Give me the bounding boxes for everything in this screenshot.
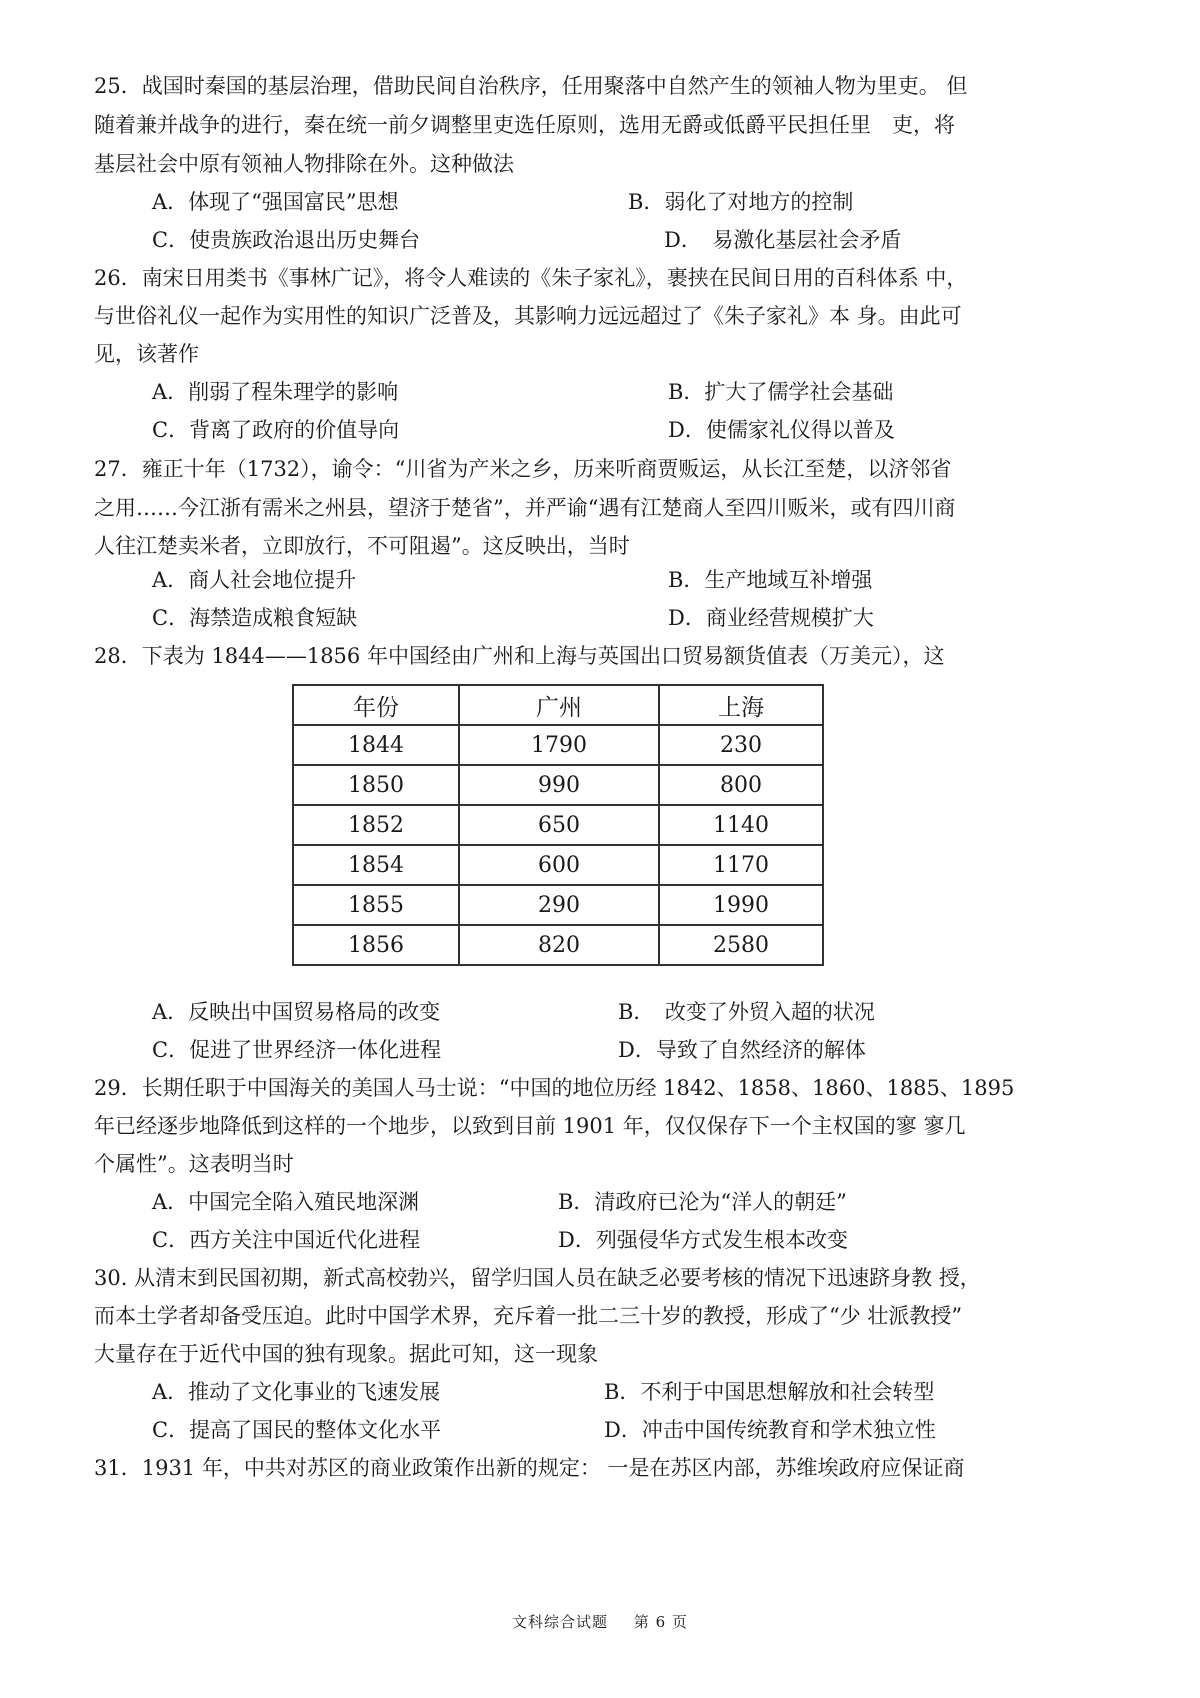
q25-option-c: C．使贵族政治退出历史舞台 bbox=[152, 228, 421, 252]
cell-year: 1855 bbox=[293, 885, 459, 925]
table-row bbox=[293, 925, 823, 965]
footer-page-number: 第 6 页 bbox=[633, 1613, 688, 1631]
trade-table-container bbox=[292, 684, 822, 966]
header-year: 年份 bbox=[293, 685, 459, 725]
q27-stem-line-2: 之用……今江浙有需米之州县，望济于楚省”，并严谕“遇有江楚商人至四川贩米，或有四川商 bbox=[94, 496, 956, 520]
table-row bbox=[293, 845, 823, 885]
cell-year: 1844 bbox=[293, 725, 459, 765]
q25-option-a: A．体现了“强国富民”思想 bbox=[152, 190, 399, 214]
cell-shanghai: 1140 bbox=[659, 805, 823, 845]
q30-option-c: C．提高了国民的整体文化水平 bbox=[152, 1418, 442, 1442]
cell-shanghai: 230 bbox=[659, 725, 823, 765]
q27-option-b: B．生产地域互补增强 bbox=[668, 568, 873, 592]
q25-option-d: D． 易激化基层社会矛盾 bbox=[664, 228, 902, 252]
q28-option-b: B． 改变了外贸入超的状况 bbox=[618, 1000, 875, 1024]
q26-option-c: C．背离了政府的价值导向 bbox=[152, 418, 400, 442]
q30-option-b: B．不利于中国思想解放和社会转型 bbox=[604, 1380, 935, 1404]
q27-option-a: A．商人社会地位提升 bbox=[152, 568, 357, 592]
q31-stem-line-1: 31．1931 年，中共对苏区的商业政策作出新的规定： 一是在苏区内部，苏维埃政府应保证商 bbox=[94, 1456, 965, 1480]
q28-stem-line-1: 28．下表为 1844——1856 年中国经由广州和上海与英国出口贸易额货值表（万美元），这 bbox=[94, 644, 945, 668]
q25-stem-line-1: 25．战国时秦国的基层治理，借助民间自治秩序，任用聚落中自然产生的领袖人物为里吏。 但 bbox=[94, 74, 968, 98]
cell-shanghai: 800 bbox=[659, 765, 823, 805]
table-row bbox=[293, 725, 823, 765]
q28-option-c: C．促进了世界经济一体化进程 bbox=[152, 1038, 442, 1062]
cell-year: 1850 bbox=[293, 765, 459, 805]
cell-guangzhou: 650 bbox=[459, 805, 659, 845]
table-row bbox=[293, 765, 823, 805]
header-guangzhou: 广州 bbox=[459, 685, 659, 725]
cell-shanghai: 1170 bbox=[659, 845, 823, 885]
q29-option-b: B．清政府已沦为“洋人的朝廷” bbox=[558, 1190, 847, 1214]
cell-guangzhou: 820 bbox=[459, 925, 659, 965]
q26-option-d: D．使儒家礼仪得以普及 bbox=[668, 418, 895, 442]
trade-value-table bbox=[292, 684, 824, 966]
cell-shanghai: 1990 bbox=[659, 885, 823, 925]
table-row bbox=[293, 885, 823, 925]
header-shanghai: 上海 bbox=[659, 685, 823, 725]
footer-subject: 文科综合试题 bbox=[512, 1613, 609, 1631]
q29-option-c: C．西方关注中国近代化进程 bbox=[152, 1228, 421, 1252]
q27-option-d: D．商业经营规模扩大 bbox=[668, 606, 874, 630]
q26-option-a: A．削弱了程朱理学的影响 bbox=[152, 380, 399, 404]
q25-stem-line-2: 随着兼并战争的进行，秦在统一前夕调整里吏选任原则，选用无爵或低爵平民担任里 吏，将 bbox=[94, 113, 955, 137]
q28-option-d: D．导致了自然经济的解体 bbox=[618, 1038, 866, 1062]
q26-stem-line-2: 与世俗礼仪一起作为实用性的知识广泛普及，其影响力远远超过了《朱子家礼》本 身。由此可 bbox=[94, 304, 962, 328]
cell-guangzhou: 290 bbox=[459, 885, 659, 925]
q26-stem-line-1: 26．南宋日用类书《事林广记》，将令人难读的《朱子家礼》，裹挟在民间日用的百科体系 中， bbox=[94, 266, 968, 290]
table-header-row bbox=[293, 685, 823, 725]
cell-year: 1854 bbox=[293, 845, 459, 885]
q26-stem-line-3: 见，该著作 bbox=[94, 342, 199, 366]
cell-guangzhou: 1790 bbox=[459, 725, 659, 765]
cell-guangzhou: 600 bbox=[459, 845, 659, 885]
cell-guangzhou: 990 bbox=[459, 765, 659, 805]
q30-stem-line-2: 而本土学者却备受压迫。此时中国学术界，充斥着一批二三十岁的教授，形成了“少 壮派教授” bbox=[94, 1304, 963, 1328]
q29-stem-line-2: 年已经逐步地降低到这样的一个地步，以致到目前 1901 年，仅仅保存下一个主权国的寥 寥几 bbox=[94, 1114, 966, 1138]
q27-option-c: C．海禁造成粮食短缺 bbox=[152, 606, 358, 630]
q27-stem-line-3: 人往江楚卖米者，立即放行，不可阻遏”。这反映出，当时 bbox=[94, 534, 630, 558]
q27-stem-line-1: 27．雍正十年（1732），谕令：“川省为产米之乡，历来听商贾贩运，从长江至楚，以济邻省 bbox=[94, 457, 952, 481]
q30-stem-line-1: 30. 从清末到民国初期，新式高校勃兴，留学归国人员在缺乏必要考核的情况下迅速跻身教 授， bbox=[94, 1266, 981, 1290]
q29-option-a: A．中国完全陷入殖民地深渊 bbox=[152, 1190, 420, 1214]
cell-year: 1852 bbox=[293, 805, 459, 845]
q29-stem-line-3: 个属性”。这表明当时 bbox=[94, 1152, 294, 1176]
q25-stem-line-3: 基层社会中原有领袖人物排除在外。这种做法 bbox=[94, 152, 514, 176]
q29-option-d: D．列强侵华方式发生根本改变 bbox=[558, 1228, 848, 1252]
q30-option-a: A．推动了文化事业的飞速发展 bbox=[152, 1380, 441, 1404]
cell-shanghai: 2580 bbox=[659, 925, 823, 965]
q30-option-d: D．冲击中国传统教育和学术独立性 bbox=[604, 1418, 936, 1442]
cell-year: 1856 bbox=[293, 925, 459, 965]
q28-option-a: A．反映出中国贸易格局的改变 bbox=[152, 1000, 441, 1024]
q30-stem-line-3: 大量存在于近代中国的独有现象。据此可知，这一现象 bbox=[94, 1342, 598, 1366]
table-row bbox=[293, 805, 823, 845]
q29-stem-line-1: 29．长期任职于中国海关的美国人马士说：“中国的地位历经 1842、1858、1860、1885、1895 bbox=[94, 1076, 1015, 1100]
page-footer bbox=[0, 1612, 1200, 1632]
q25-option-b: B．弱化了对地方的控制 bbox=[628, 190, 854, 214]
q26-option-b: B．扩大了儒学社会基础 bbox=[668, 380, 894, 404]
